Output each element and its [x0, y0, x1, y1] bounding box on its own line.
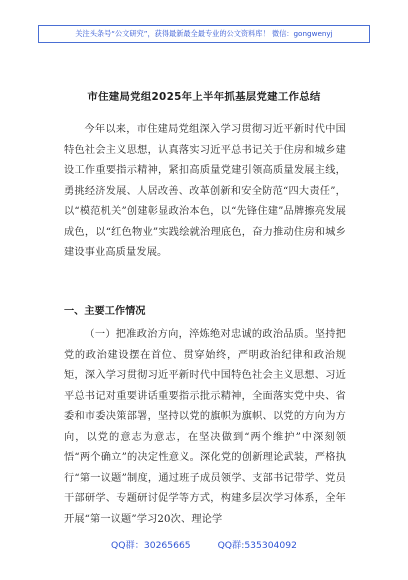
document-title: 市住建局党组2025年上半年抓基层党建工作总结	[87, 91, 321, 103]
footer	[0, 537, 408, 551]
footer-qq-group-2: QQ群:535304092	[217, 540, 297, 551]
intro-paragraph: 今年以来，市住建局党组深入学习贯彻习近平新时代中国特色社会主义思想，认真落实习近平总书记关于住房和城乡建设工作重要指示精神，紧扣高质量党建引领高质量发展主线，勇挑经济发展、人居改善、改革创新和安全防范“四大责任”，以“模范机关”创建彰显政治本色，以“先锋住建”品牌擦亮发展成色，以“红色物业”实践绘就治理底色，奋力推动住房和城乡建设事业高质量发展。	[64, 124, 346, 258]
body-paragraph: （一）把准政治方向，淬炼绝对忠诚的政治品质。坚持把党的政治建设摆在首位、贯穿始终，严明政治纪律和政治规矩，深入学习贯彻习近平新时代中国特色社会主义思想、习近平总书记对重要讲话重要指示批示精神，全面落实党中央、省委和市委决策部署，坚持以党的旗帜为旗帜、以党的方向为方向，以党的意志为意志，在坚决做到“两个维护”中深刻领悟“两个确立”的决定性意义。深化党的创新理论武装，严格执行“第一议题”制度，通过班子成员领学、支部书记带学、党员干部研学、专题研讨促学等方式，构建多层次学习体系，全年开展“第一议题”学习20次、理论学	[64, 329, 346, 525]
promo-banner: 关注头条号“公文研究”，获得最新最全最专业的公文资料库！ 微信：gongwenyj	[38, 25, 370, 43]
section-heading: 一、主要工作情况	[64, 306, 146, 317]
footer-qq-group-1: QQ群：30265665	[111, 540, 191, 551]
